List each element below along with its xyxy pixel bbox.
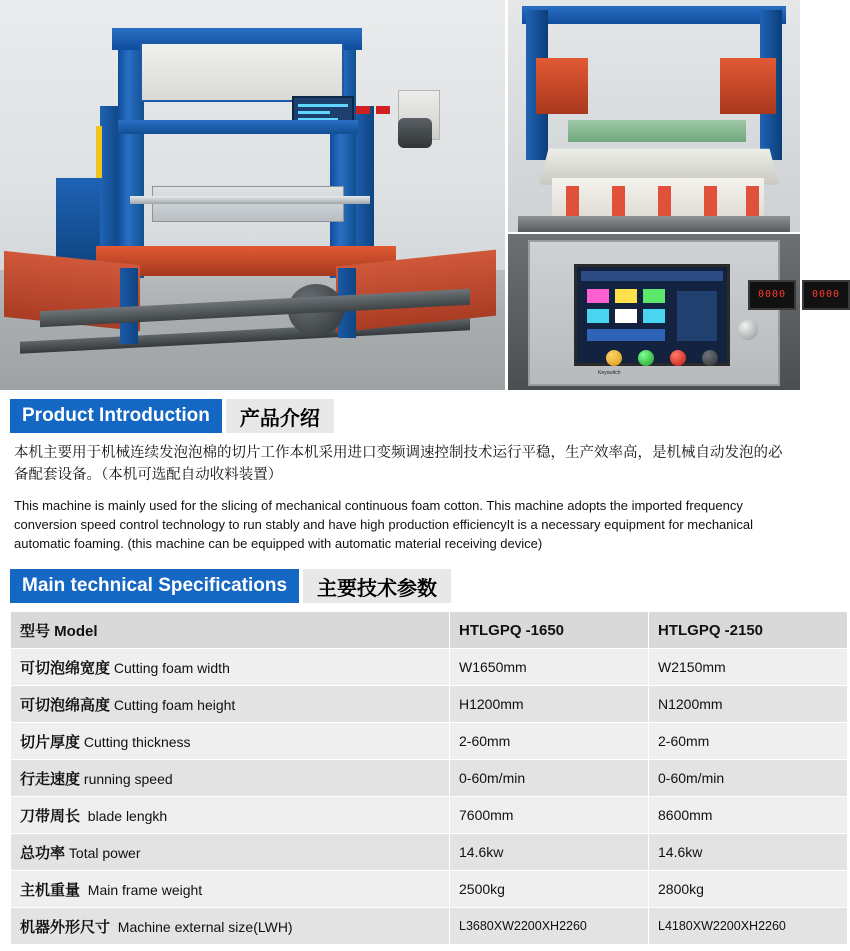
- table-row: [11, 797, 848, 834]
- heading-introduction-en: Product Introduction: [10, 399, 222, 433]
- spec-value-2150: N1200mm: [649, 686, 848, 723]
- screen-title-bar: [581, 271, 723, 281]
- spec-value-1650: H1200mm: [450, 686, 649, 723]
- spec-value-2150: W2150mm: [649, 649, 848, 686]
- spec-value-1650: W1650mm: [450, 649, 649, 686]
- heading-filler: [334, 399, 790, 433]
- photo-foam-cutting-machine-overview: [0, 0, 505, 390]
- machine-blade-carriage: [152, 186, 344, 222]
- cabinet-button-1: [356, 106, 370, 114]
- spec-name-cell: 可切泡绵宽度 Cutting foam width: [11, 649, 450, 686]
- table-row: [11, 908, 848, 945]
- screen-widget: [615, 289, 637, 303]
- introduction-paragraph-en: This machine is mainly used for the slicing of mechanical continuous foam cotton. This machine adopts the imported frequency conversion speed control technology to run stably and have high production efficiencyIt is a necessary equipment for mechanical automatic foaming. (this machine can be equipped with automatic material receiving device): [14, 497, 754, 551]
- spec-name-cell: 刀带周长 blade lengkh: [11, 797, 450, 834]
- spec-value-2150: 0-60m/min: [649, 760, 848, 797]
- spec-value-2150: L4180XW2200XH2260: [649, 908, 848, 945]
- keyswitch-label: Keyswitch: [598, 370, 621, 376]
- table-row: [11, 686, 848, 723]
- conveyor-frame-top: [522, 6, 786, 24]
- screen-widget: [587, 309, 609, 323]
- column-header-model-2150: HTLGPQ -2150: [649, 612, 848, 649]
- spec-value-1650: 2-60mm: [450, 723, 649, 760]
- photo-machine-conveyor-view: [508, 0, 800, 232]
- indicator-lamp-red[interactable]: [670, 350, 686, 366]
- screen-widget: [643, 309, 665, 323]
- spec-value-2150: 2800kg: [649, 871, 848, 908]
- photo-control-panel-closeup: [508, 234, 841, 390]
- screen-widget: [643, 289, 665, 303]
- spec-name-cell: 主机重量 Main frame weight: [11, 871, 450, 908]
- spec-value-2150: 2-60mm: [649, 723, 848, 760]
- machine-blade: [130, 196, 370, 204]
- conveyor-panel-left: [536, 58, 588, 114]
- meter-display-1: 0000: [748, 280, 796, 310]
- table-row: [11, 834, 848, 871]
- machine-hose: [96, 126, 102, 178]
- spec-name-cell: 可切泡绵高度 Cutting foam height: [11, 686, 450, 723]
- machine-crossbar: [118, 120, 358, 134]
- spec-name-cell: 切片厚度 Cutting thickness: [11, 723, 450, 760]
- photo-collage: [0, 0, 841, 390]
- heading-specifications-zh: 主要技术参数: [303, 569, 451, 603]
- spec-value-1650: 7600mm: [450, 797, 649, 834]
- spec-value-2150: 8600mm: [649, 797, 848, 834]
- control-panel-body: [528, 240, 841, 386]
- spec-value-2150: 14.6kw: [649, 834, 848, 871]
- heading-specifications-en: Main technical Specifications: [10, 569, 299, 603]
- product-introduction-heading: [10, 399, 790, 433]
- screen-widget: [677, 291, 717, 341]
- spec-value-1650: L3680XW2200XH2260: [450, 908, 649, 945]
- spec-name-cell: 行走速度 running speed: [11, 760, 450, 797]
- specifications-heading: [10, 569, 790, 603]
- emergency-stop-button[interactable]: [702, 350, 718, 366]
- machine-drive-motor-upper: [398, 118, 432, 148]
- conveyor-deck: [568, 120, 746, 142]
- machine-control-cabinet: [140, 42, 344, 102]
- heading-filler: [451, 569, 790, 603]
- table-row: [11, 649, 848, 686]
- cabinet-button-2: [376, 106, 390, 114]
- screen-widget: [587, 289, 609, 303]
- conveyor-panel-right: [720, 58, 776, 114]
- spec-value-1650: 0-60m/min: [450, 760, 649, 797]
- table-row: [11, 723, 848, 760]
- table-row: [11, 871, 848, 908]
- spec-value-1650: 14.6kw: [450, 834, 649, 871]
- spec-name-cell: 机器外形尺寸 Machine external size(LWH): [11, 908, 450, 945]
- table-row: [11, 760, 848, 797]
- machine-side-column: [56, 178, 100, 268]
- screen-widget: [587, 329, 665, 341]
- table-header-row: [11, 612, 848, 649]
- indicator-lamp-yellow[interactable]: [606, 350, 622, 366]
- introduction-paragraph-zh: 本机主要用于机械连续发泡泡棉的切片工作本机采用进口变频调速控制技术运行平稳，生产效率高，是机械自动发泡的必备配套设备。（本机可选配自动收料装置）: [14, 445, 783, 484]
- meter-display-2: 0000: [802, 280, 850, 310]
- specifications-table: [10, 611, 848, 945]
- indicator-lamp-green[interactable]: [638, 350, 654, 366]
- selector-knob[interactable]: [738, 320, 758, 340]
- conveyor-base: [518, 216, 790, 232]
- spec-value-1650: 2500kg: [450, 871, 649, 908]
- spec-name-cell: 总功率 Total power: [11, 834, 450, 871]
- column-header-model-1650: HTLGPQ -1650: [450, 612, 649, 649]
- column-header-model: 型号 Model: [11, 612, 450, 649]
- heading-introduction-zh: 产品介绍: [226, 399, 334, 433]
- screen-widget: [615, 309, 637, 323]
